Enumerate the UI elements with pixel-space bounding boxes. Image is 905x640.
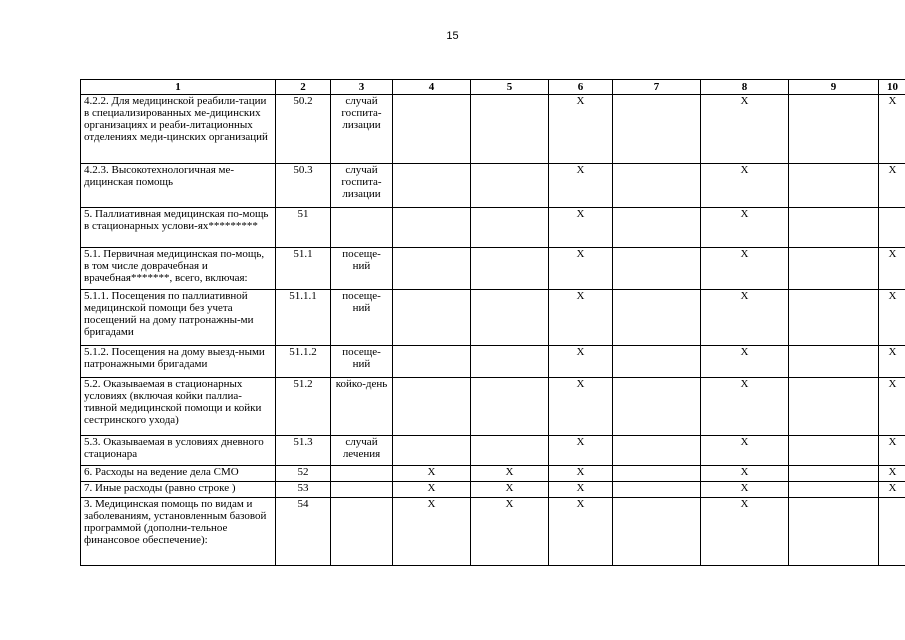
table-cell: [393, 378, 471, 436]
column-header-1: 1: [81, 80, 276, 95]
table-cell: X: [701, 436, 789, 466]
table-cell: X: [701, 498, 789, 566]
table-cell: X: [701, 290, 789, 346]
table-cell: X: [549, 164, 613, 208]
row-label-cell: 4.2.3. Высокотехнологичная ме-дицинская помощь: [81, 164, 276, 208]
table-cell: [471, 290, 549, 346]
table-cell: [393, 164, 471, 208]
table-cell: X: [701, 208, 789, 248]
row-code-cell: 51.3: [276, 436, 331, 466]
table-cell: [613, 164, 701, 208]
table-cell: X: [879, 164, 905, 208]
table-cell: [789, 436, 879, 466]
column-header-5: 5: [471, 80, 549, 95]
table-cell: X: [701, 378, 789, 436]
table-row: [81, 498, 905, 566]
table-cell: [393, 290, 471, 346]
row-code-cell: 50.3: [276, 164, 331, 208]
table-cell: X: [549, 466, 613, 482]
row-code-cell: 51.1.2: [276, 346, 331, 378]
row-label-cell: 5.2. Оказываемая в стационарных условиях (включая койки паллиа-тивной медицинской помощи и койки сестринского ухода): [81, 378, 276, 436]
row-code-cell: 51: [276, 208, 331, 248]
unit-cell: случай госпита-лизации: [331, 95, 393, 164]
row-label-cell: 6. Расходы на ведение дела СМО: [81, 466, 276, 482]
table-cell: X: [879, 436, 905, 466]
table-cell: [789, 290, 879, 346]
table-cell: [613, 95, 701, 164]
table-cell: [789, 466, 879, 482]
table-cell: [879, 498, 905, 566]
table-cell: X: [393, 466, 471, 482]
row-code-cell: 53: [276, 482, 331, 498]
table-row: [81, 95, 905, 164]
table-cell: [471, 208, 549, 248]
table-cell: [613, 466, 701, 482]
table-cell: [471, 164, 549, 208]
table-cell: X: [879, 346, 905, 378]
row-code-cell: 50.2: [276, 95, 331, 164]
table-cell: [789, 208, 879, 248]
table-row: [81, 248, 905, 290]
table-cell: [613, 208, 701, 248]
table-cell: X: [471, 498, 549, 566]
table-row: [81, 466, 905, 482]
row-label-cell: 5.1.1. Посещения по паллиативной медицинской помощи без учета посещений на дому патронажны-ми бригадами: [81, 290, 276, 346]
table-row: [81, 208, 905, 248]
table-cell: [789, 248, 879, 290]
column-header-10: 10: [879, 80, 905, 95]
table-row: [81, 164, 905, 208]
table-cell: [471, 378, 549, 436]
row-code-cell: 51.1.1: [276, 290, 331, 346]
table-cell: X: [549, 95, 613, 164]
unit-cell: случай лечения: [331, 436, 393, 466]
table-cell: X: [879, 290, 905, 346]
table-cell: [613, 290, 701, 346]
column-header-9: 9: [789, 80, 879, 95]
table-cell: [613, 346, 701, 378]
table-cell: [393, 208, 471, 248]
column-header-8: 8: [701, 80, 789, 95]
table-cell: [789, 482, 879, 498]
unit-cell: посеще-ний: [331, 290, 393, 346]
table-cell: X: [393, 498, 471, 566]
row-code-cell: 51.2: [276, 378, 331, 436]
row-label-cell: 4.2.2. Для медицинской реабили-тации в специализированных ме-дицинских организациях и реаби-литационных отделениях меди-цинских организаций: [81, 95, 276, 164]
table-row: [81, 436, 905, 466]
table-cell: X: [549, 290, 613, 346]
table-cell: X: [549, 436, 613, 466]
table-cell: X: [879, 378, 905, 436]
table-cell: X: [549, 378, 613, 436]
table-cell: X: [549, 346, 613, 378]
unit-cell: [331, 466, 393, 482]
table-cell: [613, 436, 701, 466]
row-label-cell: 5.1.2. Посещения на дому выезд-ными патронажными бригадами: [81, 346, 276, 378]
unit-cell: посеще-ний: [331, 248, 393, 290]
column-header-4: 4: [393, 80, 471, 95]
table-cell: X: [471, 482, 549, 498]
unit-cell: койко-день: [331, 378, 393, 436]
table-cell: X: [549, 482, 613, 498]
unit-cell: случай госпита-лизации: [331, 164, 393, 208]
table-cell: [393, 346, 471, 378]
table-cell: [789, 498, 879, 566]
table-cell: [789, 378, 879, 436]
table-cell: [393, 248, 471, 290]
row-label-cell: 5.1. Первичная медицинская по-мощь, в том числе доврачебная и врачебная*******, всего, включая:: [81, 248, 276, 290]
table-cell: [471, 95, 549, 164]
table-cell: [789, 164, 879, 208]
table-cell: X: [701, 346, 789, 378]
column-header-3: 3: [331, 80, 393, 95]
row-code-cell: 51.1: [276, 248, 331, 290]
row-label-cell: 7. Иные расходы (равно строке ): [81, 482, 276, 498]
table-cell: X: [879, 95, 905, 164]
table-cell: X: [701, 482, 789, 498]
table-cell: [789, 95, 879, 164]
table-row: [81, 346, 905, 378]
column-header-7: 7: [613, 80, 701, 95]
row-code-cell: 52: [276, 466, 331, 482]
column-header-6: 6: [549, 80, 613, 95]
unit-cell: [331, 498, 393, 566]
row-label-cell: 5.3. Оказываемая в условиях дневного стационара: [81, 436, 276, 466]
unit-cell: [331, 208, 393, 248]
table-cell: [471, 346, 549, 378]
table-cell: [471, 436, 549, 466]
unit-cell: посеще-ний: [331, 346, 393, 378]
table-cell: X: [549, 498, 613, 566]
table-cell: X: [393, 482, 471, 498]
table-row: [81, 378, 905, 436]
table-cell: [879, 208, 905, 248]
row-code-cell: 54: [276, 498, 331, 566]
table-cell: X: [471, 466, 549, 482]
table-row: [81, 482, 905, 498]
table-cell: X: [701, 95, 789, 164]
page-number: 15: [446, 30, 459, 42]
table-cell: X: [879, 466, 905, 482]
table-cell: X: [879, 248, 905, 290]
table-cell: [393, 436, 471, 466]
table-cell: [613, 378, 701, 436]
table-cell: X: [549, 208, 613, 248]
data-table: [80, 79, 905, 566]
table-cell: X: [701, 164, 789, 208]
table-cell: [789, 346, 879, 378]
table-cell: [613, 248, 701, 290]
table-cell: X: [879, 482, 905, 498]
table-cell: X: [701, 466, 789, 482]
header-row: [81, 80, 905, 95]
table-cell: [393, 95, 471, 164]
row-label-cell: 3. Медицинская помощь по видам и заболеваниям, установленным базовой программой (дополни-тельное финансовое обеспечение):: [81, 498, 276, 566]
row-label-cell: 5. Паллиативная медицинская по-мощь в стационарных услови-ях*********: [81, 208, 276, 248]
table-cell: [613, 498, 701, 566]
table-cell: [471, 248, 549, 290]
table-cell: X: [549, 248, 613, 290]
table-cell: [613, 482, 701, 498]
table-row: [81, 290, 905, 346]
column-header-2: 2: [276, 80, 331, 95]
table-cell: X: [701, 248, 789, 290]
unit-cell: [331, 482, 393, 498]
